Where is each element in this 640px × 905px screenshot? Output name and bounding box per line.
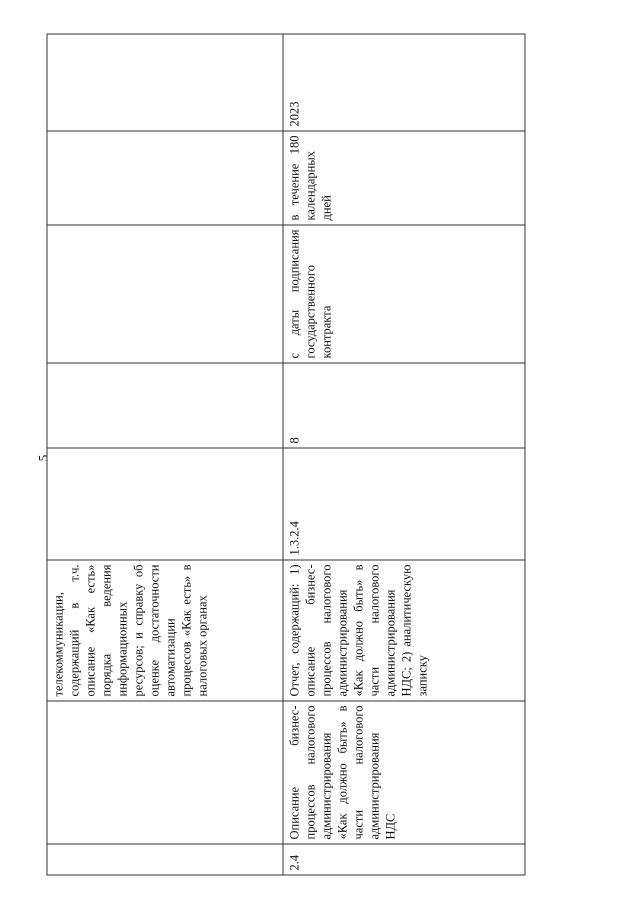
table-row: [47, 34, 283, 875]
cell-col5: [47, 363, 283, 448]
cell-term: в течение 180 календарных дней: [283, 131, 525, 225]
cell-start: [47, 225, 283, 363]
cell-result: Отчет, содержащий: 1) описание бизнес-процессов налогового администрирования «Как должно быть» в части налогового администрирования НДС; 2) аналитическую записку: [283, 560, 525, 701]
work-schedule-table: [47, 34, 526, 876]
table-row: [283, 34, 525, 875]
cell-term: [47, 131, 283, 225]
cell-code: 1.3.2.4: [283, 448, 525, 560]
cell-col5: 8: [283, 363, 525, 448]
table-rotated-container: [47, 35, 525, 876]
cell-name: [47, 701, 283, 844]
cell-result: телекоммуникации, содержащий в т.ч. описание «Как есть» порядка ведения информационных ресурсов; и справку об оценке достаточности автоматизации процессов «Как есть» в налоговых органах: [47, 560, 283, 701]
cell-number: 2.4: [283, 844, 525, 875]
cell-number: [47, 844, 283, 875]
cell-name: Описание бизнес-процессов налогового администрирования «Как должно быть» в части налогового администрирования НДС: [283, 701, 525, 844]
cell-year: [47, 34, 283, 131]
cell-start: с даты подписания государственного контракта: [283, 225, 525, 363]
page-number: 5: [35, 454, 51, 462]
cell-year: 2023: [283, 34, 525, 131]
cell-code: [47, 448, 283, 560]
